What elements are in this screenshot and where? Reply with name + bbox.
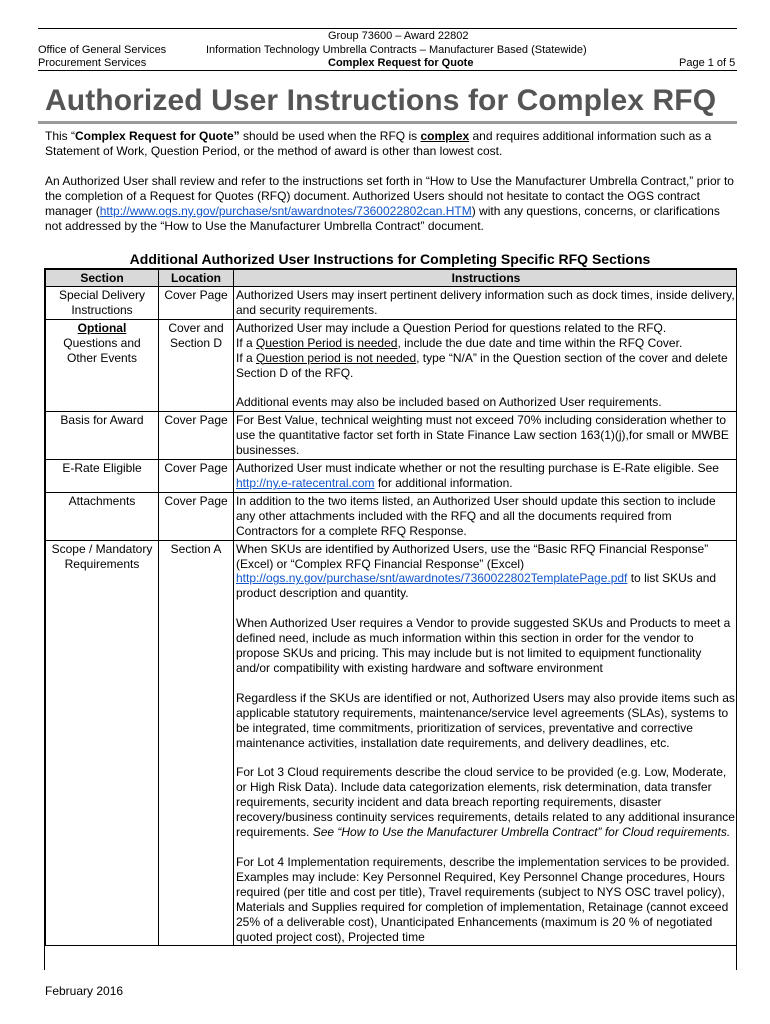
row-section: E-Rate Eligible bbox=[46, 460, 159, 493]
table-row bbox=[46, 492, 738, 540]
template-page-link[interactable]: http://ogs.ny.gov/purchase/snt/awardnotes/7360022802TemplatePage.pdf bbox=[236, 571, 628, 586]
row-section: Optional Questions and Other Events bbox=[46, 319, 159, 412]
header-office: Office of General Services bbox=[38, 44, 167, 56]
header-instructions: Instructions bbox=[234, 270, 738, 287]
footer-date: February 2016 bbox=[45, 984, 124, 998]
row-location: Cover and Section D bbox=[159, 319, 234, 412]
row-location: Section A bbox=[159, 540, 234, 946]
row-section: Scope / Mandatory Requirements bbox=[46, 540, 159, 946]
erate-link[interactable]: http://ny.e-ratecentral.com bbox=[236, 475, 375, 490]
row-location: Cover Page bbox=[159, 287, 234, 320]
instructions-table bbox=[45, 269, 737, 946]
header-contract-name: Information Technology Umbrella Contracts – Manufacturer Based (Statewide) bbox=[206, 44, 587, 56]
row-section: Basis for Award bbox=[46, 412, 159, 460]
header-location: Location bbox=[159, 270, 234, 287]
row-location: Cover Page bbox=[159, 412, 234, 460]
header-top-rule bbox=[38, 28, 737, 29]
header-group-award: Group 73600 – Award 22802 bbox=[328, 30, 469, 42]
row-location: Cover Page bbox=[159, 492, 234, 540]
header-page-number: Page 1 of 5 bbox=[679, 57, 736, 69]
table-caption: Additional Authorized User Instructions for Completing Specific RFQ Sections bbox=[129, 251, 651, 267]
row-instructions: Authorized User must indicate whether or not the resulting purchase is E-Rate eligible. See http://ny.e-ratecentral.com for additional information. bbox=[234, 460, 738, 493]
row-section: Attachments bbox=[46, 492, 159, 540]
table-header-row bbox=[46, 270, 738, 287]
header-division: Procurement Services bbox=[38, 57, 147, 69]
title-rule bbox=[38, 121, 737, 124]
header-bottom-rule bbox=[38, 70, 737, 71]
intro-paragraph-1: This “Complex Request for Quote” should be used when the RFQ is complex and requires additional information such as a Statement of Work, Question Period, or the method of award is other than lowest cost. bbox=[45, 129, 712, 158]
table-row bbox=[46, 460, 738, 493]
instructions-table-wrap bbox=[44, 268, 737, 970]
table-row bbox=[46, 412, 738, 460]
row-instructions: When SKUs are identified by Authorized Users, use the “Basic RFQ Financial Response” (Excel) or “Complex RFQ Financial Response” (Excel) http://ogs.ny.gov/purchase/snt/awardnotes/7360022802TemplatePage.pdf to list SKUs and product description and quantity. When Authorized User requires a Vendor to provide suggested SKUs and Products to meet a defined need, include as much information within this section in order for the vendor to propose SKUs and pricing. This may include but is not limited to equipment functionality and/or compatibility with existing hardware and software environment Regardless if the SKUs are identified or not, Authorized Users may also provide items such as applicable statutory requirements, maintenance/service level agreements (SLAs), systems to be integrated, time commitments, prioritization of services, preventative and corrective maintenance activities, installation date requirements, and delivery deadlines, etc. For Lot 3 Cloud requirements describe the cloud service to be provided (e.g. Low, Moderate, or High Risk Data). Include data categorization elements, risk determination, data transfer requirements, security incident and data breach reporting requirements, disaster recovery/business continuity services requirements, details related to any additional insurance requirements. See “How to Use the Manufacturer Umbrella Contract” for Cloud requirements. For Lot 4 Implementation requirements, describe the implementation services to be provided. Examples may include: Key Personnel Required, Key Personnel Change procedures, Hours required (per title and cost per title), Travel requirements (subject to NYS OSC travel policy), Materials and Supplies required for completion of implementation, Retainage (cannot exceed 25% of a deliverable cost), Unanticipated Enhancements (maximum is 20 % of negotiated quoted project cost), Projected time bbox=[234, 540, 738, 946]
contract-manager-link[interactable]: http://www.ogs.ny.gov/purchase/snt/awardnotes/7360022802can.HTM bbox=[99, 204, 472, 218]
header-section: Section bbox=[46, 270, 159, 287]
table-row bbox=[46, 287, 738, 320]
page-title: Authorized User Instructions for Complex RFQ bbox=[45, 84, 717, 117]
optional-label: Optional bbox=[77, 320, 127, 335]
row-instructions: Authorized Users may insert pertinent delivery information such as dock times, inside delivery, and security requirements. bbox=[234, 287, 738, 320]
row-instructions: For Best Value, technical weighting must not exceed 70% including consideration whether to use the quantitative factor set forth in State Finance Law section 163(1)(j),for small or MWBE businesses. bbox=[234, 412, 738, 460]
intro-paragraph-2: An Authorized User shall review and refer to the instructions set forth in “How to Use the Manufacturer Umbrella Contract,” prior to the completion of a Request for Quotes (RFQ) document. Authorized Users should not hesitate to contact the OGS contract manager (http://www.ogs.ny.gov/purchase/snt/awardnotes/7360022802can.HTM) with any questions, concerns, or clarifications not addressed by the “How to Use the Manufacturer Umbrella Contract” document. bbox=[45, 174, 734, 233]
row-instructions: In addition to the two items listed, an Authorized User should update this section to include any other attachments included with the RFQ and all the documents required from Contractors for a complete RFQ Response. bbox=[234, 492, 738, 540]
table-row bbox=[46, 319, 738, 412]
row-instructions: Authorized User may include a Question Period for questions related to the RFQ. If a Question Period is needed, include the due date and time within the RFQ Cover. If a Question period is not needed, type “N/A” in the Question section of the cover and delete Section D of the RFQ. Additional events may also be included based on Authorized User requirements. bbox=[234, 319, 738, 412]
table-row bbox=[46, 540, 738, 946]
row-location: Cover Page bbox=[159, 460, 234, 493]
row-section: Special Delivery Instructions bbox=[46, 287, 159, 320]
header-doc-type: Complex Request for Quote bbox=[328, 57, 474, 69]
